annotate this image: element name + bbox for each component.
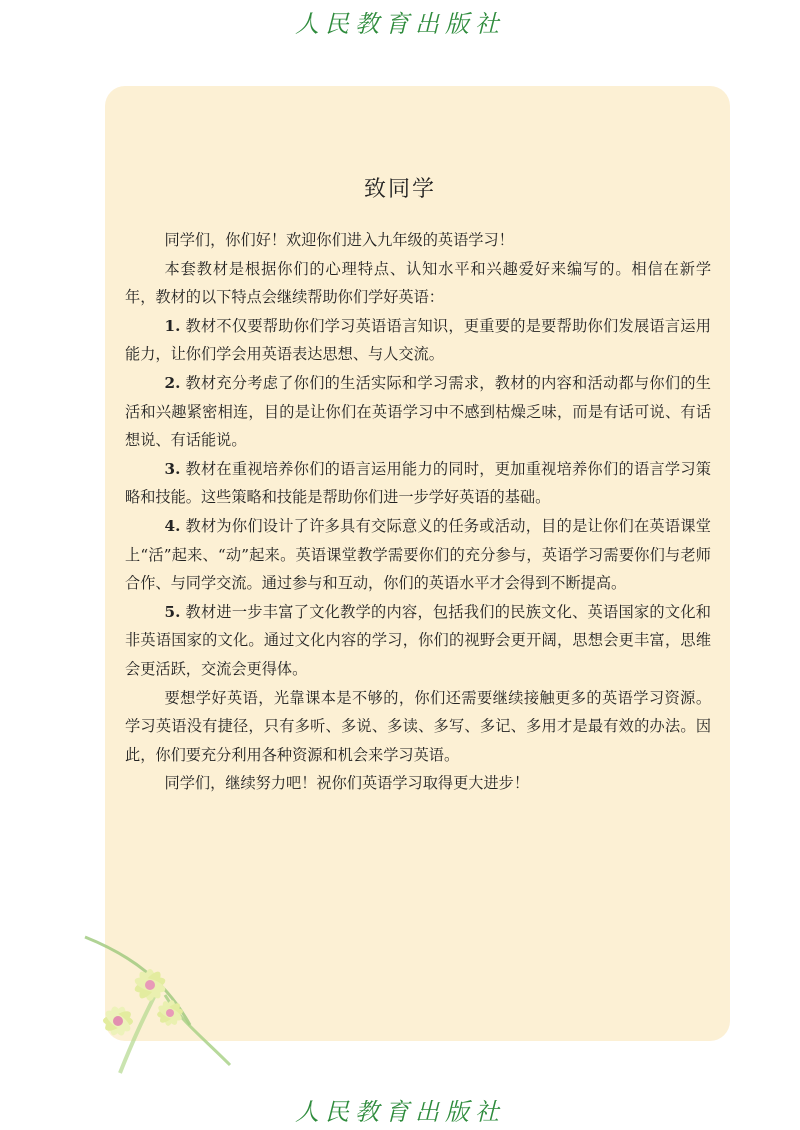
point-text: 教材在重视培养你们的语言运用能力的同时，更加重视培养你们的语言学习策略和技能。这些策略和技能是帮助你们进一步学好英语的基础。	[125, 459, 711, 507]
point-number: 1.	[164, 316, 181, 335]
point-number: 4.	[164, 516, 181, 535]
paragraph-point-2	[125, 369, 711, 455]
point-number: 2.	[164, 373, 181, 392]
publisher-logo-bottom: 人民教育出版社	[295, 1098, 505, 1126]
paragraph-greeting: 同学们，你们好！欢迎你们进入九年级的英语学习！	[164, 231, 514, 249]
paragraph-closing: 同学们，继续努力吧！祝你们英语学习取得更大进步！	[164, 774, 530, 793]
point-text: 教材为你们设计了许多具有交际意义的任务或活动，目的是让你们在英语课堂上“活”起来、“动”起来。英语课堂教学需要你们的充分参与，英语学习需要你们与老师合作、与同学交流。通过参与和互动，你们的英语水平才会得到不断提高。	[125, 516, 711, 593]
paragraph-point-5	[125, 598, 711, 684]
point-text: 教材进一步丰富了文化教学的内容，包括我们的民族文化、英语国家的文化和非英语国家的文化。通过文化内容的学习，你们的视野会更开阔，思想会更丰富，思维会更活跃，交流会更得体。	[125, 602, 711, 678]
paragraph-point-1	[125, 312, 711, 369]
orchid-flower-decoration	[80, 925, 240, 1075]
point-number: 5.	[164, 602, 181, 621]
publisher-logo-top: 人民教育出版社	[295, 10, 505, 38]
blossom	[102, 1005, 134, 1037]
blossom	[156, 999, 184, 1027]
letter-body	[125, 226, 711, 798]
page-title: 致同学	[363, 177, 436, 202]
paragraph-point-3	[125, 455, 711, 512]
point-text: 教材不仅要帮助你们学习英语语言知识，更重要的是要帮助你们发展语言运用能力，让你们学会用英语表达思想、与人交流。	[125, 316, 711, 364]
point-number: 3.	[164, 459, 181, 478]
paragraph-advice: 要想学好英语，光靠课本是不够的，你们还需要继续接触更多的英语学习资源。学习英语没有捷径，只有多听、多说、多读、多写、多记、多用才是最有效的办法。因此，你们要充分利用各种资源和机会来学习英语。	[125, 688, 711, 764]
blossom	[133, 969, 167, 1002]
paragraph-point-4	[125, 512, 711, 598]
point-text: 教材充分考虑了你们的生活实际和学习需求，教材的内容和活动都与你们的生活和兴趣紧密相连，目的是让你们在英语学习中不感到枯燥乏味，而是有话可说、有话想说、有话能说。	[125, 373, 711, 450]
paragraph-intro: 本套教材是根据你们的心理特点、认知水平和兴趣爱好来编写的。相信在新学年，教材的以下特点会继续帮助你们学好英语：	[125, 259, 711, 307]
